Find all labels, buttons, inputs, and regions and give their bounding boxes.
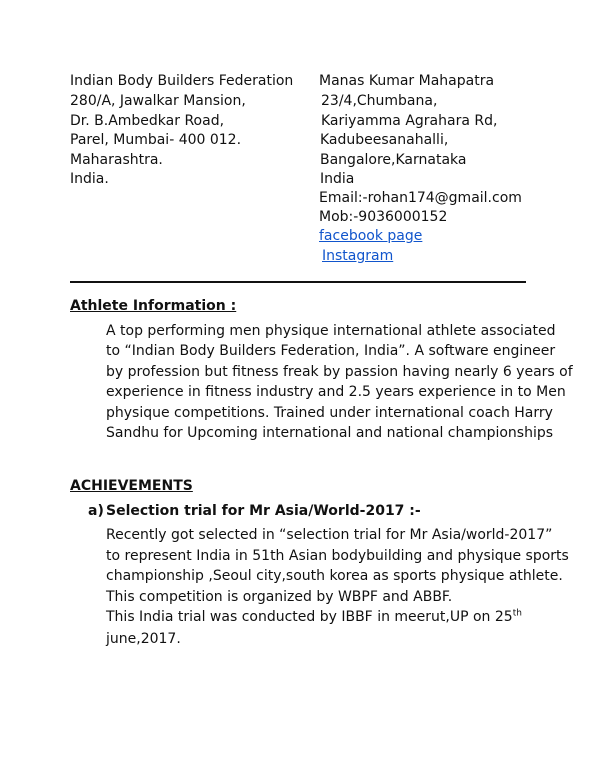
item-marker: a) [88,503,104,519]
paragraph-line: experience in fitness industry and 2.5 years experience in to Men [106,384,566,400]
achievements-heading: ACHIEVEMENTS [70,478,193,494]
paragraph-line: by profession but fitness freak by passion having nearly 6 years of [106,364,573,380]
recipient-line: India [320,171,355,187]
sender-line: Dr. B.Ambedkar Road, [70,113,225,129]
sender-line: 280/A, Jawalkar Mansion, [70,93,246,109]
paragraph-line: A top performing men physique international athlete associated [106,323,556,339]
instagram-link[interactable]: Instagram [322,248,394,264]
paragraph-line: to represent India in 51th Asian bodybuilding and physique sports [106,548,569,564]
facebook-page-link[interactable]: facebook page [319,228,423,244]
ordinal-suffix: th [512,608,522,619]
paragraph-line: physique competitions. Trained under international coach Harry [106,405,553,421]
recipient-line: Kariyamma Agrahara Rd, [321,113,498,129]
paragraph-line: Sandhu for Upcoming international and national championships [106,425,554,441]
achievement-title: Selection trial for Mr Asia/World-2017 :- [106,503,421,519]
sender-line: Indian Body Builders Federation [70,73,294,89]
recipient-line: Manas Kumar Mahapatra [319,73,495,89]
trial-line-text: This India trial was conducted by IBBF in meerut,UP on 25 [106,609,513,625]
recipient-line: 23/4,Chumbana, [321,93,438,109]
paragraph-line: This competition is organized by WBPF and ABBF. [106,589,453,605]
recipient-line: Kadubeesanahalli, [320,132,449,148]
paragraph-line [106,608,522,628]
recipient-line: Bangalore,Karnataka [320,152,467,168]
paragraph-line: championship ,Seoul city,south korea as sports physique athlete. [106,568,563,584]
paragraph-line: to “Indian Body Builders Federation, India”. A software engineer [106,343,556,359]
sender-line: India. [70,171,109,187]
recipient-phone: Mob:-9036000152 [319,209,448,225]
athlete-info-heading: Athlete Information : [70,298,237,314]
paragraph-line: june,2017. [106,631,181,647]
recipient-email: Email:-rohan174@gmail.com [319,190,522,206]
horizontal-divider [70,281,526,283]
paragraph-line: Recently got selected in “selection trial for Mr Asia/world-2017” [106,527,553,543]
sender-line: Maharashtra. [70,152,163,168]
sender-line: Parel, Mumbai- 400 012. [70,132,242,148]
